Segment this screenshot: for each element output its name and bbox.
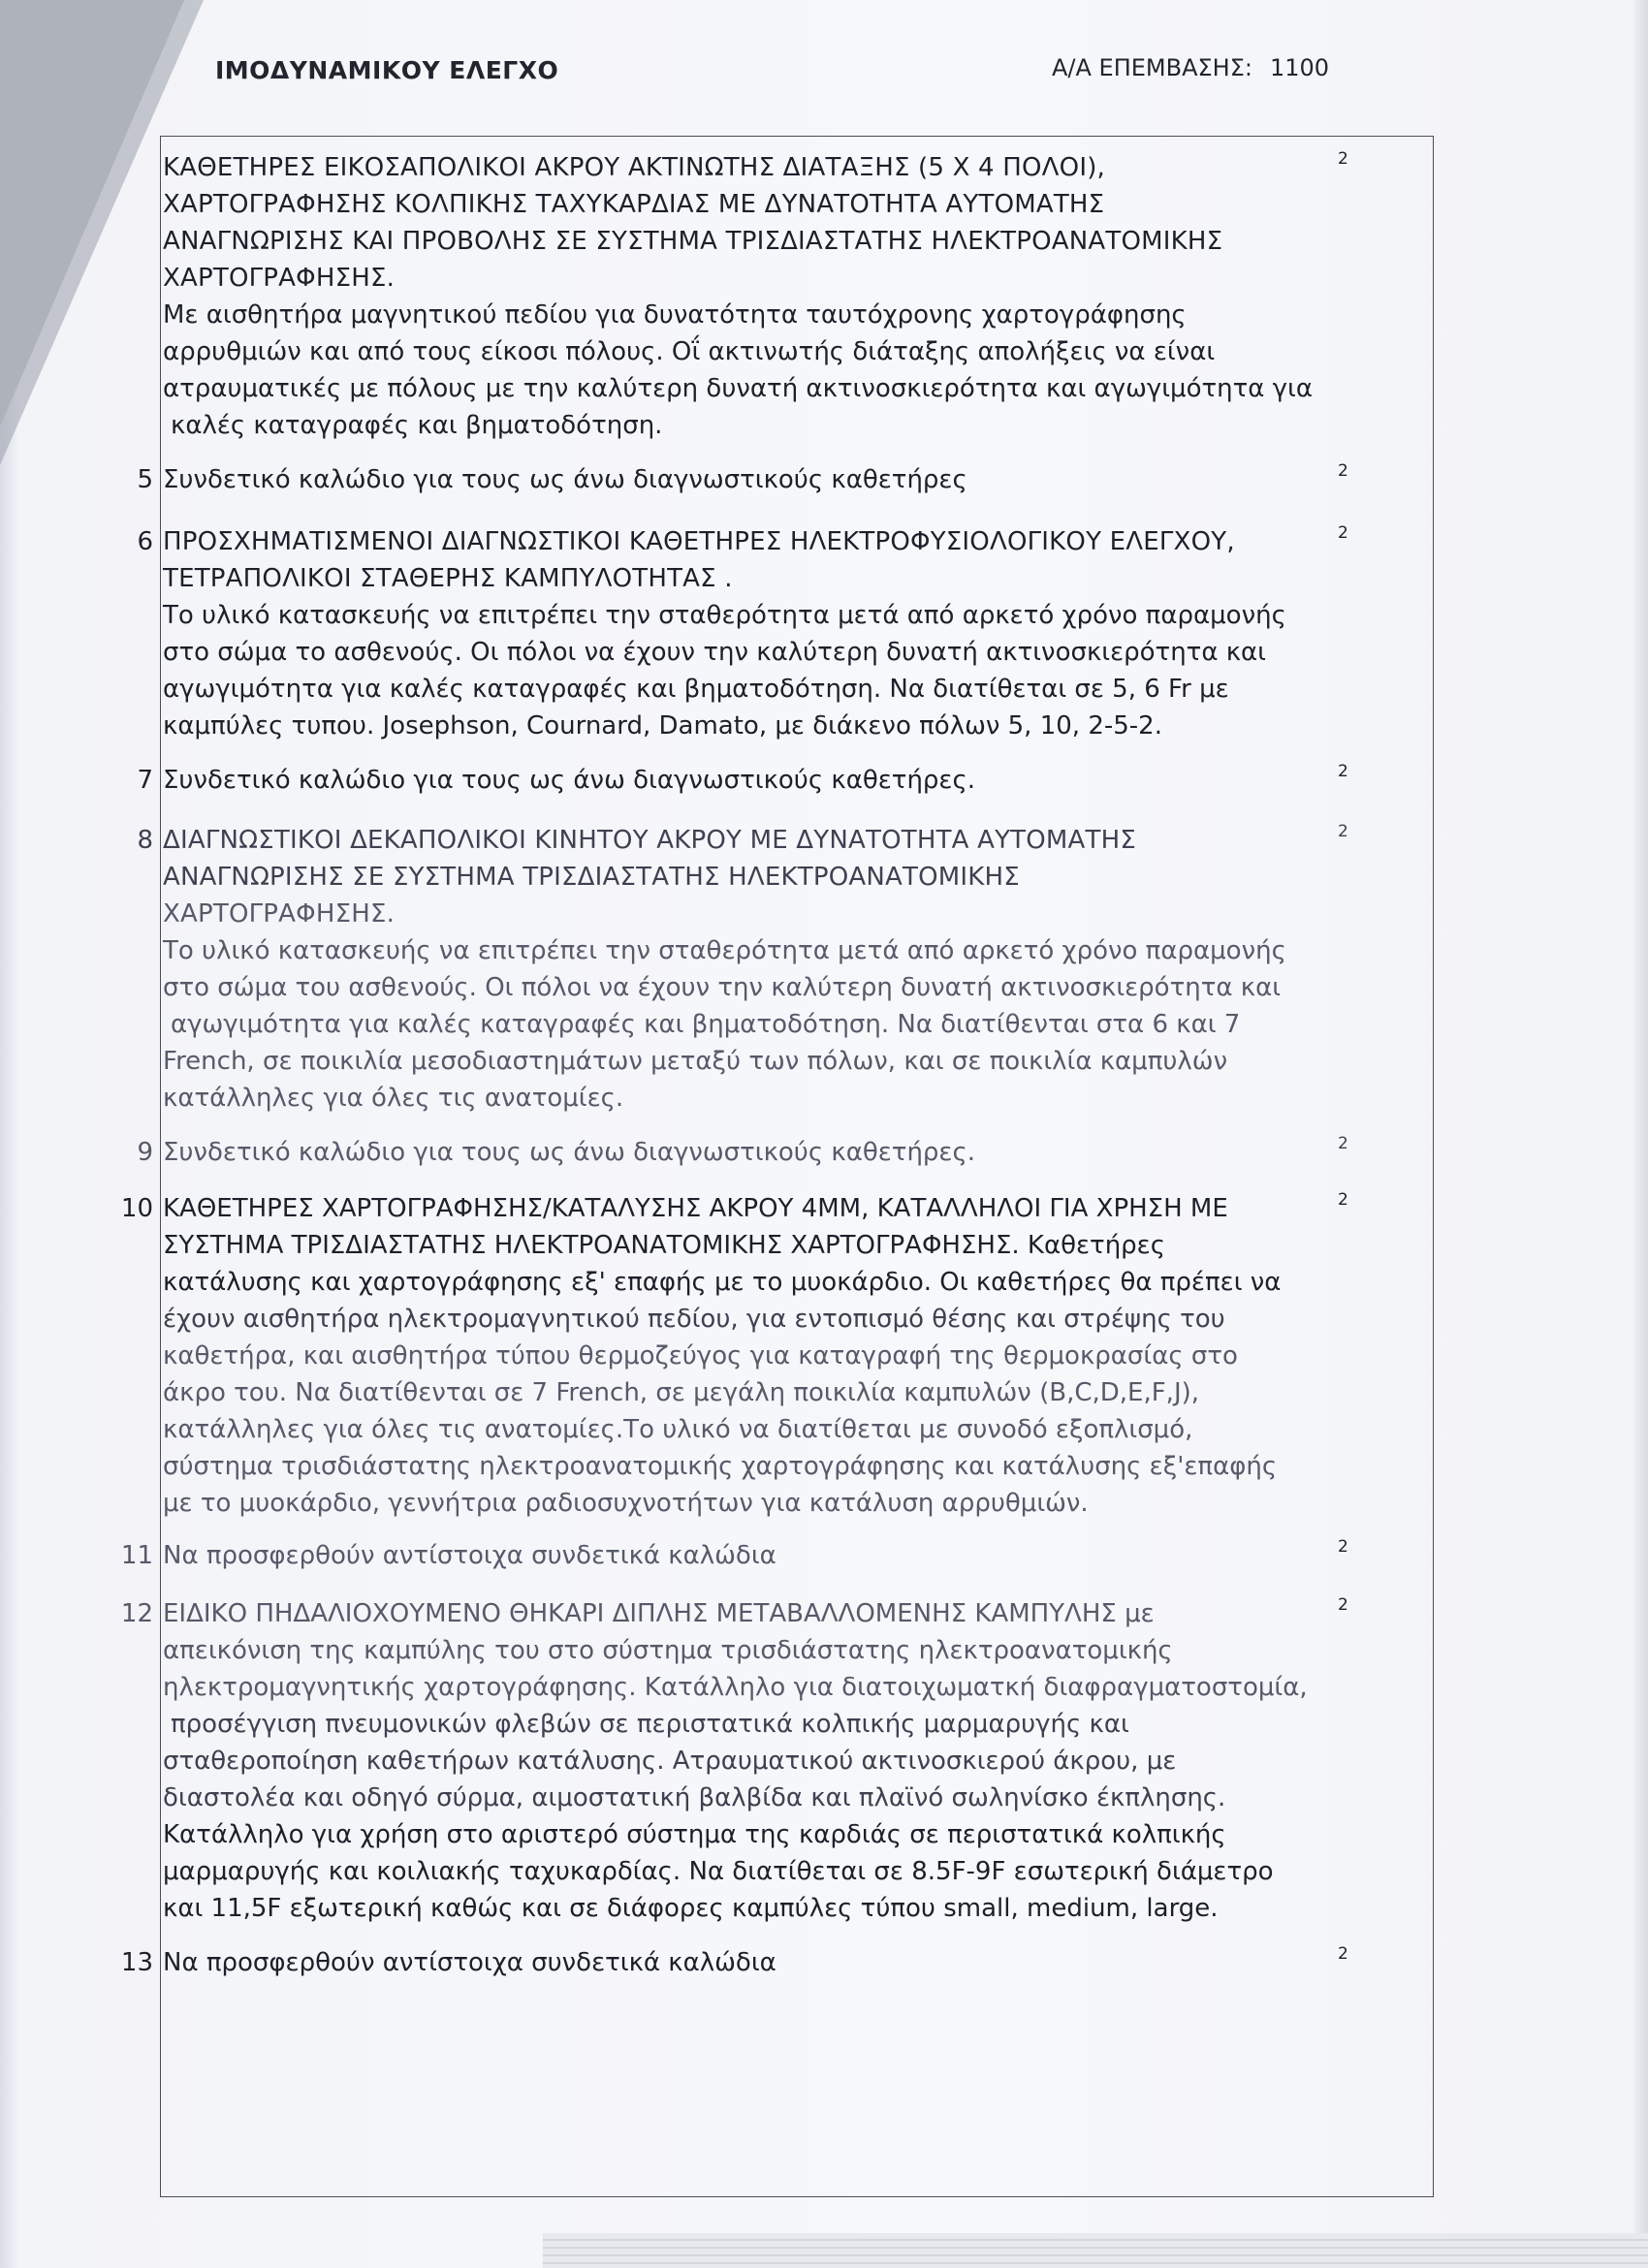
item-title-line: ΤΕΤΡΑΠΟΛΙΚΟΙ ΣΤΑΘΕΡΗΣ ΚΑΜΠΥΛΟΤΗΤΑΣ .	[163, 564, 733, 593]
item-text-line: έχουν αισθητήρα ηλεκτρομαγνητικού πεδίου, για εντοπισμό θέσης και στρέψης του	[163, 1305, 1225, 1334]
item-text-line: French, σε ποικιλία μεσοδιαστημάτων μεταξύ των πόλων, και σε ποικιλία καμπυλών	[163, 1047, 1228, 1076]
item-title-line: ΑΝΑΓΝΩΡΙΣΗΣ ΣΕ ΣΥΣΤΗΜΑ ΤΡΙΣΔΙΑΣΤΑΤΗΣ ΗΛΕΚΤΡΟΑΝΑΤΟΜΙΚΗΣ	[163, 863, 1020, 892]
item-number: 9	[137, 1138, 153, 1167]
stacked-pages-edge	[543, 2233, 1648, 2268]
item-text-line: ΚΑΘΕΤΗΡΕΣ ΧΑΡΤΟΓΡΑΦΗΣΗΣ/ΚΑΤΑΛΥΣΗΣ ΑΚΡΟΥ 4ΜΜ, ΚΑΤΑΛΛΗΛΟΙ ΓΙΑ ΧΡΗΣΗ ΜΕ	[163, 1194, 1228, 1223]
item-text-line: καθετήρα, και αισθητήρα τύπου θερμοζεύγος για καταγραφή της θερμοκρασίας στο	[163, 1341, 1238, 1370]
item-text-line: ηλεκτρομαγνητικής χαρτογράφησης. Κατάλληλο για διατοιχωματκή διαφραγματοστομία,	[163, 1673, 1308, 1702]
item-text-line: ατραυματικές με πόλους με την καλύτερη δυνατή ακτινοσκιερότητα και αγωγιμότητα για	[163, 374, 1313, 403]
procedure-reference	[1052, 54, 1329, 81]
item-description	[163, 822, 1316, 1117]
item-text-line: αρρυθμιών και από τους είκοσι πόλους. Οΐ ακτινωτής διάταξης απολήξεις να είναι	[163, 337, 1216, 366]
item-text-line: αγωγιμότητα για καλές καταγραφές και βηματοδότηση. Να διατίθενται στα 6 και 7	[171, 1010, 1241, 1039]
item-description	[163, 149, 1316, 444]
item-text-line: προσέγγιση πνευμονικών φλεβών σε περιστατικά κολπικής μαρμαρυγής και	[171, 1710, 1129, 1739]
item-text-line: ΕΙΔΙΚΟ ΠΗΔΑΛΙΟΧΟΥΜΕΝΟ ΘΗΚΑΡΙ ΔΙΠΛΗΣ ΜΕΤΑΒΑΛΛΟΜΕΝΗΣ ΚΑΜΠΥΛΗΣ με	[163, 1599, 1155, 1628]
item-text-line: Το υλικό κατασκευής να επιτρέπει την σταθερότητα μετά από αρκετό χρόνο παραμονής	[163, 601, 1286, 630]
item-title-line: ΚΑΘΕΤΗΡΕΣ ΕΙΚΟΣΑΠΟΛΙΚΟΙ ΑΚΡΟΥ ΑΚΤΙΝΩΤΗΣ ΔΙΑΤΑΞΗΣ (5 Χ 4 ΠΟΛΟΙ),	[163, 153, 1106, 182]
item-number: 11	[120, 1541, 153, 1570]
item-text-line: άκρο του. Να διατίθενται σε 7 French, σε μεγάλη ποικιλία καμπυλών (B,C,D,E,F,J),	[163, 1378, 1200, 1407]
item-text-line: σύστημα τρισδιάστατης ηλεκτροανατομικής χαρτογράφησης και κατάλυσης εξ'επαφής	[163, 1452, 1278, 1481]
item-quantity: 2	[1338, 1944, 1348, 1964]
item-quantity: 2	[1338, 762, 1348, 781]
procedure-reference-number: 1100	[1269, 54, 1330, 81]
item-description	[163, 1944, 1316, 1981]
item-description	[163, 1134, 1316, 1171]
item-text-line: μαρμαρυγής και κοιλιακής ταχυκαρδίας. Να διατίθεται σε 8.5F-9F εσωτερική διάμετρο	[163, 1857, 1274, 1886]
item-text-line: κατάλληλες για όλες τις ανατομίες.	[163, 1084, 624, 1113]
item-number: 5	[137, 465, 153, 494]
item-description	[163, 461, 1316, 498]
item-title-line: ΧΑΡΤΟΓΡΑΦΗΣΗΣ ΚΟΛΠΙΚΗΣ ΤΑΧΥΚΑΡΔΙΑΣ ΜΕ ΔΥΝΑΤΟΤΗΤΑ ΑΥΤΟΜΑΤΗΣ	[163, 190, 1105, 219]
item-text-line: κατάλληλες για όλες τις ανατομίες.Το υλικό να διατίθεται με συνοδό εξοπλισμό,	[163, 1415, 1193, 1444]
item-text-line: καμπύλες τυπου. Josephson, Cournard, Damato, με διάκενο πόλων 5, 10, 2-5-2.	[163, 711, 1162, 740]
item-text-line: Κατάλληλο για χρήση στο αριστερό σύστημα της καρδιάς σε περιστατικά κολπικής	[163, 1820, 1226, 1849]
item-text-line: Συνδετικό καλώδιο για τους ως άνω διαγνωστικούς καθετήρες.	[163, 1138, 976, 1167]
item-text-line: διαστολέα και οδηγό σύρμα, αιμοστατική βαλβίδα και πλαϊνό σωληνίσκο έκπλησης.	[163, 1783, 1226, 1812]
item-description	[163, 1595, 1316, 1927]
item-text-line: απεικόνιση της καμπύλης του στο σύστημα τρισδιάστατης ηλεκτροανατομικής	[163, 1636, 1173, 1665]
item-quantity: 2	[1338, 1537, 1348, 1557]
item-text-line: και 11,5F εξωτερική καθώς και σε διάφορες καμπύλες τύπου small, medium, large.	[163, 1894, 1219, 1923]
item-title-line: ΔΙΑΓΝΩΣΤΙΚΟΙ ΔΕΚΑΠΟΛΙΚΟΙ ΚΙΝΗΤΟΥ ΑΚΡΟΥ ΜΕ ΔΥΝΑΤΟΤΗΤΑ ΑΥΤΟΜΑΤΗΣ	[163, 826, 1137, 855]
item-title-line: ΧΑΡΤΟΓΡΑΦΗΣΗΣ.	[163, 899, 396, 929]
item-number: 10	[120, 1194, 153, 1223]
item-quantity: 2	[1338, 1134, 1348, 1153]
item-text-line: με το μυοκάρδιο, γεννήτρια ραδιοσυχνοτήτων για κατάλυση αρρυθμιών.	[163, 1489, 1089, 1518]
item-title-line: ΑΝΑΓΝΩΡΙΣΗΣ ΚΑΙ ΠΡΟΒΟΛΗΣ ΣΕ ΣΥΣΤΗΜΑ ΤΡΙΣΔΙΑΣΤΑΤΗΣ ΗΛΕΚΤΡΟΑΝΑΤΟΜΙΚΗΣ	[163, 227, 1223, 256]
page-edge	[1634, 0, 1648, 2268]
item-text-line: στο σώμα του ασθενούς. Οι πόλοι να έχουν την καλύτερη δυνατή ακτινοσκιερότητα και	[163, 973, 1282, 1002]
item-text-line: σταθεροποίηση καθετήρων κατάλυσης. Ατραυματικού ακτινοσκιερού άκρου, με	[163, 1747, 1177, 1776]
item-number: 6	[137, 527, 153, 556]
item-text-line: Να προσφερθούν αντίστοιχα συνδετικά καλώδια	[163, 1541, 776, 1570]
item-text-line: αγωγιμότητα για καλές καταγραφές και βηματοδότηση. Να διατίθεται σε 5, 6 Fr με	[163, 675, 1229, 704]
item-number: 12	[120, 1599, 153, 1628]
item-number: 8	[137, 826, 153, 855]
item-title-line: ΧΑΡΤΟΓΡΑΦΗΣΗΣ.	[163, 264, 396, 293]
item-quantity: 2	[1338, 149, 1348, 169]
item-text-line: Συνδετικό καλώδιο για τους ως άνω διαγνωστικούς καθετήρες	[163, 465, 967, 494]
item-quantity: 2	[1338, 822, 1348, 841]
item-text-line: στο σώμα το ασθενούς. Οι πόλοι να έχουν την καλύτερη δυνατή ακτινοσκιερότητα και	[163, 638, 1266, 667]
item-text-line: Με αισθητήρα μαγνητικού πεδίου για δυνατότητα ταυτόχρονης χαρτογράφησης	[163, 300, 1187, 330]
item-text-line: Συνδετικό καλώδιο για τους ως άνω διαγνωστικούς καθετήρες.	[163, 766, 976, 795]
item-description	[163, 1537, 1316, 1574]
item-number: 7	[137, 766, 153, 795]
document-header-title: ΙΜΟΔΥΝΑΜΙΚΟΥ ΕΛΕΓΧΟ	[215, 56, 559, 84]
item-quantity: 2	[1338, 1190, 1348, 1210]
item-text-line: καλές καταγραφές και βηματοδότηση.	[171, 411, 663, 440]
item-quantity: 2	[1338, 461, 1348, 481]
item-description	[163, 762, 1316, 799]
item-text-line: Να προσφερθούν αντίστοιχα συνδετικά καλώδια	[163, 1948, 776, 1977]
item-text-line: Το υλικό κατασκευής να επιτρέπει την σταθερότητα μετά από αρκετό χρόνο παραμονής	[163, 936, 1286, 965]
item-quantity: 2	[1338, 523, 1348, 543]
item-text-line: κατάλυσης και χαρτογράφησης εξ' επαφής με το μυοκάρδιο. Οι καθετήρες θα πρέπει να	[163, 1268, 1282, 1297]
item-quantity: 2	[1338, 1595, 1348, 1615]
item-description	[163, 1190, 1316, 1522]
procedure-reference-label: Α/Α ΕΠΕΜΒΑΣΗΣ:	[1052, 54, 1252, 81]
item-description	[163, 523, 1316, 744]
item-text-line: ΣΥΣΤΗΜΑ ΤΡΙΣΔΙΑΣΤΑΤΗΣ ΗΛΕΚΤΡΟΑΝΑΤΟΜΙΚΗΣ ΧΑΡΤΟΓΡΑΦΗΣΗΣ. Καθετήρες	[163, 1231, 1165, 1260]
item-number: 13	[120, 1948, 153, 1977]
item-title-line: ΠΡΟΣΧΗΜΑΤΙΣΜΕΝΟΙ ΔΙΑΓΝΩΣΤΙΚΟΙ ΚΑΘΕΤΗΡΕΣ ΗΛΕΚΤΡΟΦΥΣΙΟΛΟΓΙΚΟΥ ΕΛΕΓΧΟΥ,	[163, 527, 1235, 556]
